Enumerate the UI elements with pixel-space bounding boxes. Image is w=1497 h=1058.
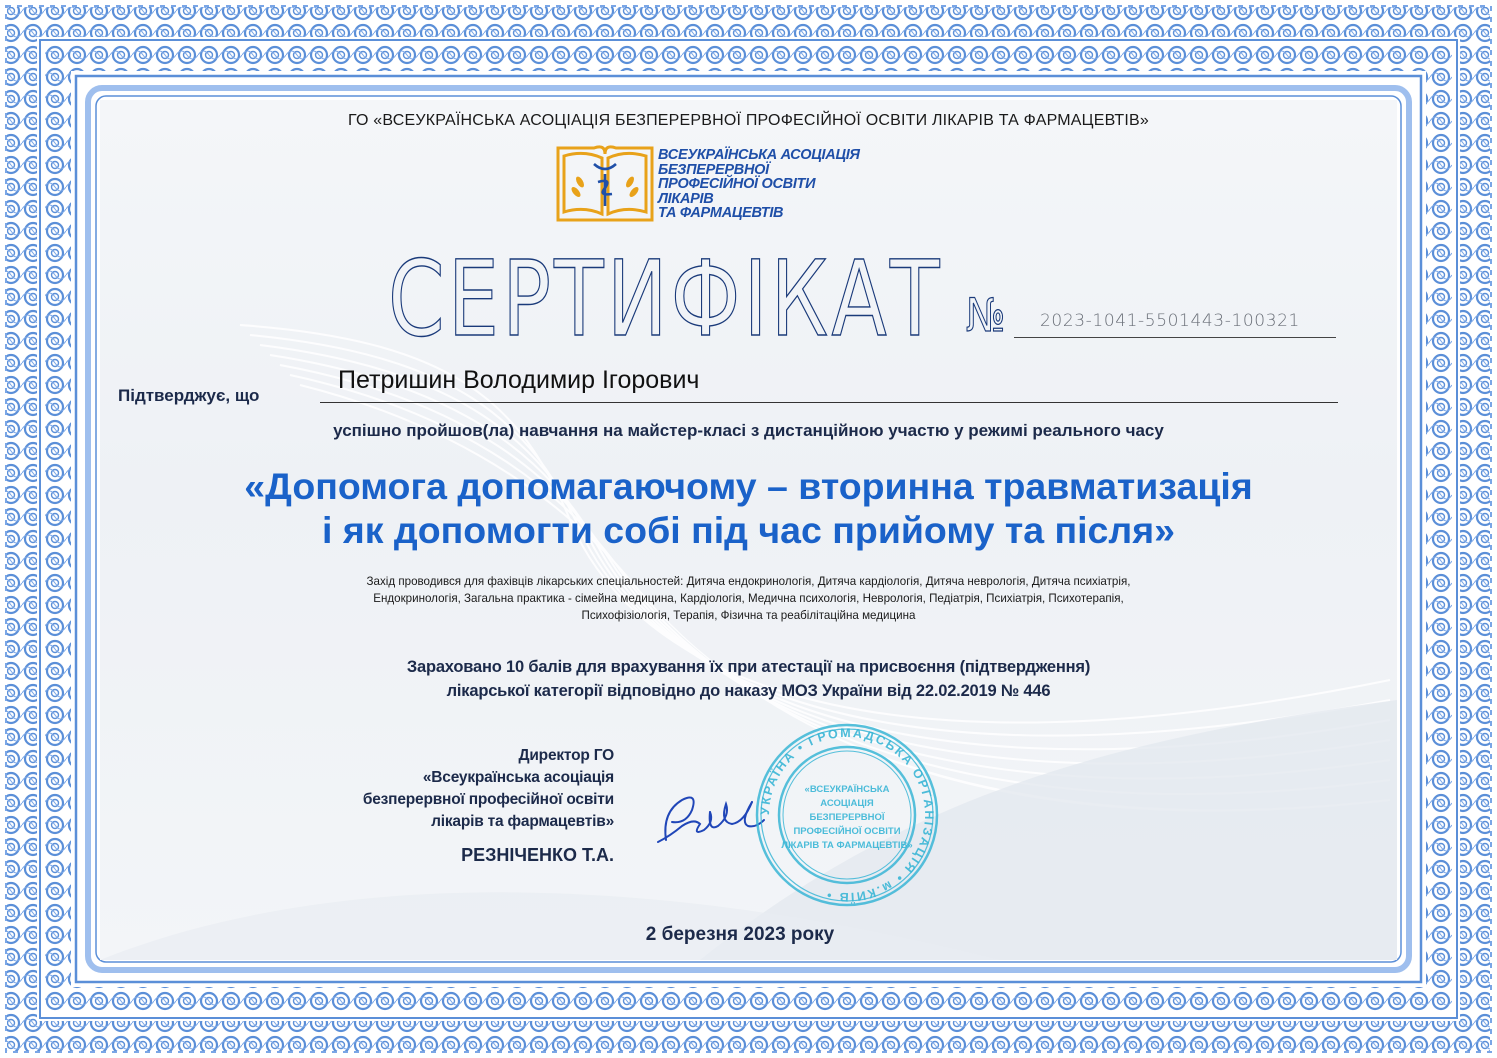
credits-line: Зараховано 10 балів для врахування їх при атестації на присвоєння (підтвердження) xyxy=(406,658,1091,676)
confirms-label: Підтверджує, що xyxy=(118,386,260,405)
certificate-number-underline xyxy=(1014,337,1336,338)
course-title xyxy=(0,464,1497,552)
issue-date: 2 березня 2023 року xyxy=(645,924,835,945)
recipient-name: Петришин Володимир Ігорович xyxy=(338,366,700,394)
credits-line: лікарської категорії відповідно до наказу МОЗ України від 22.02.2019 № 446 xyxy=(446,682,1051,700)
director-line: Директор ГО xyxy=(518,747,614,764)
logo-line: ПРОФЕСІЙНОЇ ОСВІТИ xyxy=(658,176,816,192)
certificate-title xyxy=(388,238,943,360)
credits-statement xyxy=(0,655,1497,703)
seal-inner-line: «ВСЕУКРАЇНСЬКА xyxy=(804,784,890,795)
certificate-title-text: СЕРТИФІКАТ xyxy=(388,238,943,360)
seal-inner-line: АСОЦІАЦІЯ xyxy=(820,798,874,809)
recipient-underline xyxy=(320,402,1338,403)
specialties-list xyxy=(0,573,1497,624)
completion-statement: успішно пройшов(ла) навчання на майстер-класі з дистанційною участю у режимі реального часу xyxy=(333,421,1164,440)
number-sign: № xyxy=(966,288,1006,342)
director-line: «Всеукраїнська асоціація xyxy=(422,769,614,786)
specialties-line: Захід проводився для фахівців лікарських спеціальностей: Дитяча ендокринологія, Дитяча кардіологія, Дитяча неврологія, Дитяча психіатрія, xyxy=(366,575,1131,588)
logo-line: БЕЗПЕРЕРВНОЇ xyxy=(658,161,769,178)
logo-wordmark xyxy=(658,148,860,221)
director-title-block xyxy=(260,745,614,833)
seal-inner-line: БЕЗПЕРЕРВНОЇ xyxy=(809,812,885,823)
certificate-number: 2023-1041-5501443-100321 xyxy=(1040,311,1300,331)
logo-line: ВСЕУКРАЇНСЬКА АСОЦІАЦІЯ xyxy=(658,147,860,163)
director-line: лікарів та фармацевтів» xyxy=(431,813,614,830)
course-title-line: «Допомога допомагаючому – вторинна травматизація xyxy=(244,465,1253,507)
seal-inner-line: ЛІКАРІВ ТА ФАРМАЦЕВТІВ» xyxy=(781,840,913,851)
seal-ring-text: УКРАЇНА • ГРОМАДСЬКА ОРГАНІЗАЦІЯ • м.КИЇВ • xyxy=(757,725,937,905)
organization-header: ГО «ВСЕУКРАЇНСЬКА АСОЦІАЦІЯ БЕЗПЕРЕРВНОЇ ПРОФЕСІЙНОЇ ОСВІТИ ЛІКАРІВ ТА ФАРМАЦЕВТІВ» xyxy=(348,112,1149,129)
logo-line: ТА ФАРМАЦЕВТІВ xyxy=(658,205,784,221)
director-line: безперервної професійної освіти xyxy=(362,791,614,808)
director-name: РЕЗНІЧЕНКО Т.А. xyxy=(461,845,614,865)
seal-inner-line: ПРОФЕСІЙНОЇ ОСВІТИ xyxy=(793,826,901,837)
specialties-line: Психофізіологія, Терапія, Фізична та реабілітаційна медицина xyxy=(581,609,916,622)
specialties-line: Ендокринологія, Загальна практика - сімейна медицина, Кардіологія, Медична психологія, Неврологія, Педіатрія, Психіатрія, Психотерапія, xyxy=(373,592,1124,605)
logo-line: ЛІКАРІВ xyxy=(658,190,714,207)
course-title-line: і як допомогти собі під час прийому та після» xyxy=(322,509,1175,551)
official-seal xyxy=(752,720,942,910)
